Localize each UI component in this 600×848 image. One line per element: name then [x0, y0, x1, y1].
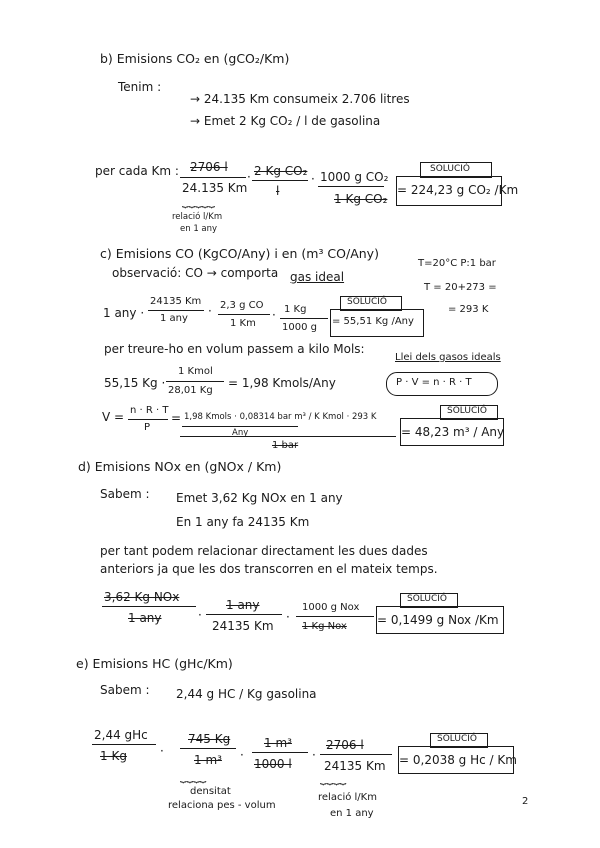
- section-b-tenim: Tenim :: [118, 80, 162, 94]
- section-c-e1-num: 24135 Km: [150, 296, 202, 307]
- section-b-line2: → Emet 2 Kg CO₂ / l de gasolina: [190, 114, 381, 128]
- section-b-per-cada: per cada Km :: [95, 164, 179, 178]
- fraction-bar: [252, 180, 308, 181]
- dot-operator: ·: [312, 748, 316, 762]
- section-d-para1: per tant podem relacionar directament les dues dades: [100, 544, 428, 558]
- section-d-f3-num: 1000 g Nox: [302, 602, 360, 613]
- section-c-e3-num: 1 Kg: [284, 304, 307, 315]
- section-e-f3-num: 1 m³: [264, 736, 292, 750]
- section-b-result: = 224,23 g CO₂ /Km: [397, 183, 519, 197]
- section-e-note-b2: en 1 any: [330, 808, 374, 819]
- section-e-sabem: Sabem :: [100, 683, 150, 697]
- section-d-f1-num: 3,62 Kg NOx: [104, 590, 180, 604]
- section-b-f3-num: 1000 g CO₂: [320, 170, 389, 184]
- section-c-e2-den: 1 Km: [230, 318, 256, 329]
- fraction-bar: [320, 754, 392, 755]
- fraction-bar: [92, 744, 156, 745]
- section-e-f4-num: 2706 l: [326, 738, 364, 752]
- section-e-f3-den: 1000 l: [254, 757, 292, 771]
- section-c-eq1-result: = 55,51 Kg /Any: [332, 316, 414, 327]
- fraction-bar: [128, 419, 168, 420]
- section-d-f1-den: 1 any: [128, 611, 162, 625]
- section-c-mol-den: 28,01 Kg: [168, 385, 213, 396]
- section-c-conditions: T=20°C P:1 bar: [418, 258, 496, 269]
- section-c-heading: c) Emisions CO (KgCO/Any) i en (m³ CO/Any): [100, 246, 379, 261]
- section-c-v-term: 1,98 Kmols · 0,08314 bar m³ / K Kmol · 293 K: [184, 412, 377, 422]
- dot-operator: ·: [240, 748, 244, 762]
- section-c-llei: Llei dels gasos ideals: [395, 352, 501, 363]
- section-e-note-a1: densitat: [190, 786, 231, 797]
- fraction-bar: [148, 310, 204, 311]
- section-d-line2: En 1 any fa 24135 Km: [176, 515, 310, 529]
- section-e-result: = 0,2038 g Hc / Km: [399, 753, 517, 767]
- fraction-bar: [206, 614, 282, 615]
- section-c-v-eq: =: [171, 411, 182, 425]
- section-d-heading: d) Emisions NOx en (gNOx / Km): [78, 459, 282, 474]
- section-e-f2-den: 1 m³: [194, 753, 222, 767]
- section-d-result: = 0,1499 g Nox /Km: [377, 613, 499, 627]
- section-c-e1-den: 1 any: [160, 313, 188, 324]
- fraction-bar-main: [180, 436, 396, 437]
- section-c-observacio: observació: CO → comporta: [112, 266, 279, 280]
- section-c-pv: P · V = n · R · T: [396, 377, 472, 388]
- brace: ⏟⏟⏟⏟: [180, 770, 207, 783]
- section-b-line1: → 24.135 Km consumeix 2.706 litres: [190, 92, 410, 106]
- section-d-para2: anteriors ja que les dos transcorren en el mateix temps.: [100, 562, 438, 576]
- dot-operator: ·: [311, 172, 315, 186]
- dot-operator: ·: [272, 308, 276, 322]
- section-c-gas-ideal: gas ideal: [290, 270, 345, 284]
- section-c-v-term-den: Any: [232, 428, 249, 438]
- section-e-note-b1: relació l/Km: [318, 792, 377, 803]
- dot-operator: ·: [198, 608, 202, 622]
- section-d-line1: Emet 3,62 Kg NOx en 1 any: [176, 491, 343, 505]
- section-b-f1-num: 2706 l: [190, 160, 228, 174]
- section-c-e2-num: 2,3 g CO: [220, 300, 264, 311]
- brace: ⏟⏟⏟⏟⏟: [182, 195, 215, 208]
- section-c-mol-res: = 1,98 Kmols/Any: [228, 376, 336, 390]
- section-d-f2-num: 1 any: [226, 598, 260, 612]
- fraction-bar: [296, 616, 374, 617]
- section-b-note-2: en 1 any: [180, 224, 218, 234]
- section-c-v-result: = 48,23 m³ / Any: [401, 425, 505, 439]
- dot-operator: ·: [208, 304, 212, 318]
- section-d-f2-den: 24135 Km: [212, 619, 274, 633]
- dot-operator: ·: [160, 744, 164, 758]
- section-e-f2-num: 745 Kg: [188, 732, 231, 746]
- section-c-v-bar: 1 bar: [272, 440, 299, 451]
- fraction-bar: [252, 752, 308, 753]
- fraction-bar: [182, 426, 298, 427]
- section-b-f3-den: 1 Kg CO₂: [334, 192, 388, 206]
- fraction-bar: [218, 314, 270, 315]
- brace: ⏟⏟⏟⏟: [320, 772, 347, 785]
- fraction-bar: [166, 381, 224, 382]
- fraction-bar: [180, 177, 246, 178]
- solucio-label: SOLUCIÓ: [430, 164, 470, 174]
- fraction-bar: [102, 606, 196, 607]
- page-number: 2: [522, 796, 529, 807]
- section-e-line1: 2,44 g HC / Kg gasolina: [176, 687, 317, 701]
- section-c-temp-conv: T = 20+273 =: [424, 282, 497, 293]
- section-e-f1-den: 1 Kg: [100, 749, 127, 763]
- section-c-eq1-label: 1 any ·: [103, 306, 145, 320]
- fraction-bar: [318, 186, 384, 187]
- section-e-f4-den: 24135 Km: [324, 759, 386, 773]
- solucio-label: SOLUCIÓ: [347, 297, 387, 307]
- solucio-label: SOLUCIÓ: [447, 406, 487, 416]
- section-c-v-lhs: V =: [102, 410, 125, 424]
- section-e-f1-num: 2,44 gHc: [94, 728, 148, 742]
- section-d-sabem: Sabem :: [100, 487, 150, 501]
- section-b-f2-den: l: [276, 184, 280, 198]
- section-b-note-1: relació l/Km: [172, 212, 223, 222]
- section-b-heading: b) Emisions CO₂ en (gCO₂/Km): [100, 51, 290, 66]
- section-b-f2-num: 2 Kg CO₂: [254, 164, 308, 178]
- section-b-f1-den: 24.135 Km: [182, 181, 248, 195]
- section-c-e3-den: 1000 g: [282, 322, 317, 333]
- section-c-mol-a: 55,15 Kg ·: [104, 376, 166, 390]
- section-c-temp-res: = 293 K: [448, 304, 489, 315]
- section-c-v-num: n · R · T: [130, 405, 169, 416]
- fraction-bar: [180, 748, 236, 749]
- section-c-volum-text: per treure-ho en volum passem a kilo Mols:: [104, 342, 365, 356]
- section-e-heading: e) Emisions HC (gHc/Km): [76, 656, 233, 671]
- solucio-label: SOLUCIÓ: [407, 594, 447, 604]
- fraction-bar: [280, 318, 328, 319]
- section-c-mol-num: 1 Kmol: [178, 366, 213, 377]
- dot-operator: ·: [286, 610, 290, 624]
- dot-operator: ·: [247, 170, 251, 184]
- section-e-note-a2: relaciona pes - volum: [168, 800, 276, 811]
- section-c-v-den: P: [144, 422, 151, 433]
- solucio-label: SOLUCIÓ: [437, 734, 477, 744]
- section-d-f3-den: 1 Kg Nox: [302, 621, 347, 632]
